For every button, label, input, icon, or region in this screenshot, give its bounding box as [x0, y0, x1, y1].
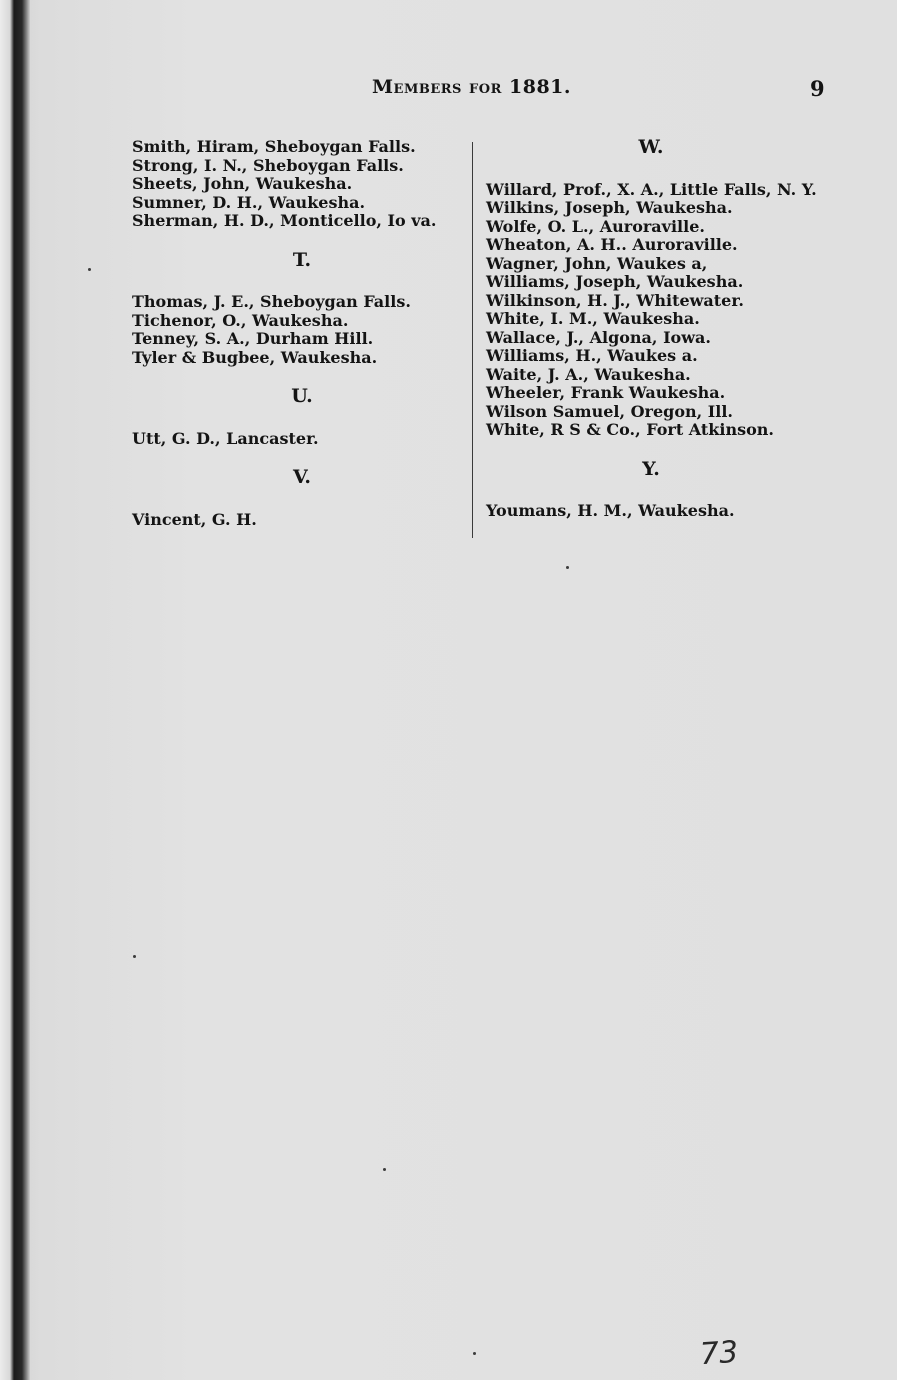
- left-column: [132, 138, 462, 529]
- page-header-title: Members for 1881.: [372, 76, 572, 98]
- page-number: 9: [810, 76, 825, 101]
- list-item: Sumner, D. H., Waukesha.: [132, 192, 366, 212]
- book-spine: [0, 0, 30, 1380]
- section-letter-y: Y.: [642, 457, 660, 480]
- list-item: Utt, G. D., Lancaster.: [132, 428, 319, 448]
- list-item: Tichenor, O., Waukesha.: [132, 310, 349, 330]
- list-item: Wolfe, O. L., Auroraville.: [486, 216, 705, 236]
- paper-speck: [473, 1352, 476, 1355]
- section-letter-u: U.: [291, 385, 313, 407]
- list-item: White, R S & Co., Fort Atkinson.: [486, 420, 774, 439]
- list-item: Wallace, J., Algona, Iowa.: [486, 327, 711, 347]
- list-item: Wilkinson, H. J., Whitewater.: [486, 290, 744, 310]
- list-item: Wheeler, Frank Waukesha.: [486, 383, 726, 402]
- section-letter-v: V.: [292, 466, 312, 488]
- list-item: Sherman, H. D., Monticello, Io va.: [132, 211, 437, 230]
- column-divider: [472, 142, 473, 538]
- list-item: Wagner, John, Waukes a,: [486, 253, 708, 273]
- handwritten-note: 73: [698, 1334, 740, 1373]
- list-item: Vincent, G. H.: [132, 509, 257, 529]
- list-item: Tyler & Bugbee, Waukesha.: [132, 347, 378, 367]
- paper-speck: [88, 268, 91, 271]
- section-letter-w: W.: [638, 136, 664, 158]
- list-item: Wheaton, A. H.. Auroraville.: [486, 235, 738, 254]
- list-item: Thomas, J. E., Sheboygan Falls.: [132, 292, 411, 311]
- list-item: Smith, Hiram, Sheboygan Falls.: [132, 137, 416, 156]
- list-item: Williams, H., Waukes a.: [486, 346, 698, 365]
- paper-speck: [383, 1168, 386, 1171]
- list-item: Youmans, H. M., Waukesha.: [486, 501, 735, 520]
- list-item: Sheets, John, Waukesha.: [132, 174, 353, 193]
- list-item: Tenney, S. A., Durham Hill.: [132, 329, 374, 348]
- list-item: Wilkins, Joseph, Waukesha.: [486, 198, 733, 217]
- list-item: Wilson Samuel, Oregon, Ill.: [486, 401, 733, 421]
- section-letter-t: T.: [292, 248, 312, 271]
- list-item: Waite, J. A., Waukesha.: [486, 364, 691, 384]
- paper-speck: [566, 566, 569, 569]
- list-item: Strong, I. N., Sheboygan Falls.: [132, 155, 404, 175]
- list-item: White, I. M., Waukesha.: [486, 309, 700, 328]
- paper-speck: [133, 955, 136, 958]
- list-item: Williams, Joseph, Waukesha.: [486, 272, 744, 291]
- right-column: [486, 138, 846, 521]
- list-item: Willard, Prof., X. A., Little Falls, N. Y.: [486, 179, 817, 199]
